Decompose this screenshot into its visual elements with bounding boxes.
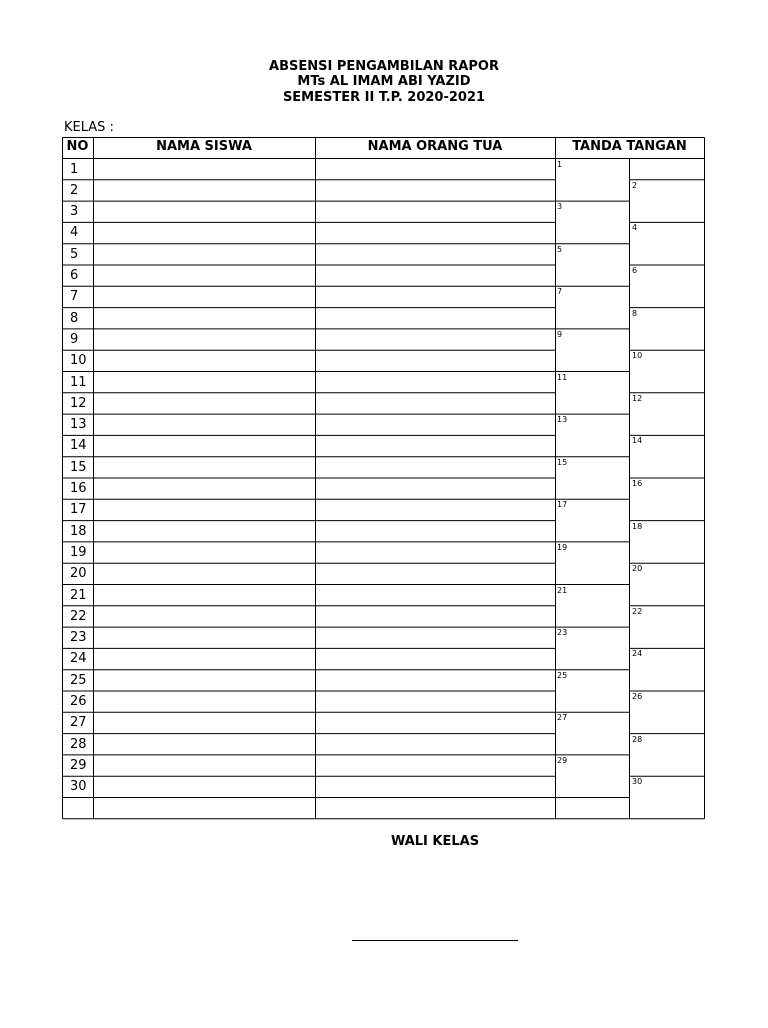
signature-number-even: 14 [632,436,643,446]
signature-number-even: 18 [632,521,643,531]
signature-number-odd: 7 [557,287,563,297]
row-number: 20 [70,566,87,582]
row-number: 13 [70,417,87,433]
row-number: 9 [70,331,79,347]
column-header-no: NO [66,139,89,154]
signature-number-even: 28 [632,734,643,744]
signature-number-odd: 19 [557,542,568,552]
signature-number-even: 24 [632,649,643,659]
signature-number-even: 20 [632,564,643,574]
kelas-label: KELAS : [64,120,114,135]
signature-number-odd: 13 [557,415,568,425]
signature-number-odd: 27 [557,713,568,723]
signature-number-odd: 11 [557,372,568,382]
signature-number-even: 8 [632,308,638,318]
row-number: 8 [70,310,79,326]
row-number: 30 [70,779,87,795]
signature-number-even: 16 [632,479,643,488]
row-number: 15 [70,459,87,475]
signature-number-odd: 17 [557,500,568,510]
row-number: 11 [70,374,87,390]
document-title: ABSENSI PENGAMBILAN RAPOR [269,59,499,74]
row-number: 28 [70,736,87,752]
row-number: 17 [70,502,87,518]
signature-number-even: 22 [632,606,643,616]
row-number: 5 [70,246,79,262]
row-number: 18 [70,523,87,539]
signature-number-odd: 21 [557,585,568,595]
signature-number-even: 30 [632,777,643,787]
signature-number-odd: 23 [557,628,568,638]
row-number: 3 [70,204,79,220]
row-number: 4 [70,225,79,241]
wali-kelas-label: WALI KELAS [390,834,480,849]
row-number: 6 [70,268,79,283]
signature-number-odd: 15 [557,457,568,467]
row-number: 1 [70,161,79,177]
row-number: 25 [70,672,87,688]
signature-number-even: 26 [632,692,643,701]
row-number: 22 [70,608,87,624]
row-number: 29 [70,757,87,773]
signature-number-even: 12 [632,393,643,403]
signature-line [352,940,518,941]
row-number: 21 [70,587,87,603]
row-number: 2 [70,182,79,198]
signature-number-odd: 5 [557,244,563,254]
signature-number-odd: 1 [557,159,563,169]
semester-info: SEMESTER II T.P. 2020-2021 [282,90,486,105]
row-number: 24 [70,651,87,667]
signature-number-even: 2 [632,180,638,190]
row-number: 14 [70,438,87,454]
row-number: 19 [70,544,87,560]
signature-number-even: 10 [632,351,643,361]
school-name: MTs AL IMAM ABI YAZID [297,74,471,89]
row-number: 16 [70,481,87,496]
row-number: 12 [70,395,87,411]
column-header-tanda-tangan: TANDA TANGAN [572,139,687,154]
row-number: 27 [70,715,87,731]
row-number: 7 [70,289,79,305]
row-number: 26 [70,694,87,709]
signature-number-odd: 29 [557,755,568,765]
row-number: 23 [70,630,87,646]
signature-number-even: 4 [632,223,638,233]
column-header-nama-orang-tua: NAMA ORANG TUA [367,139,503,154]
signature-number-even: 6 [632,266,638,275]
signature-number-odd: 9 [557,329,563,339]
signature-number-odd: 3 [557,202,563,212]
column-header-nama-siswa: NAMA SISWA [156,139,252,154]
signature-number-odd: 25 [557,670,568,680]
row-number: 10 [70,353,87,369]
